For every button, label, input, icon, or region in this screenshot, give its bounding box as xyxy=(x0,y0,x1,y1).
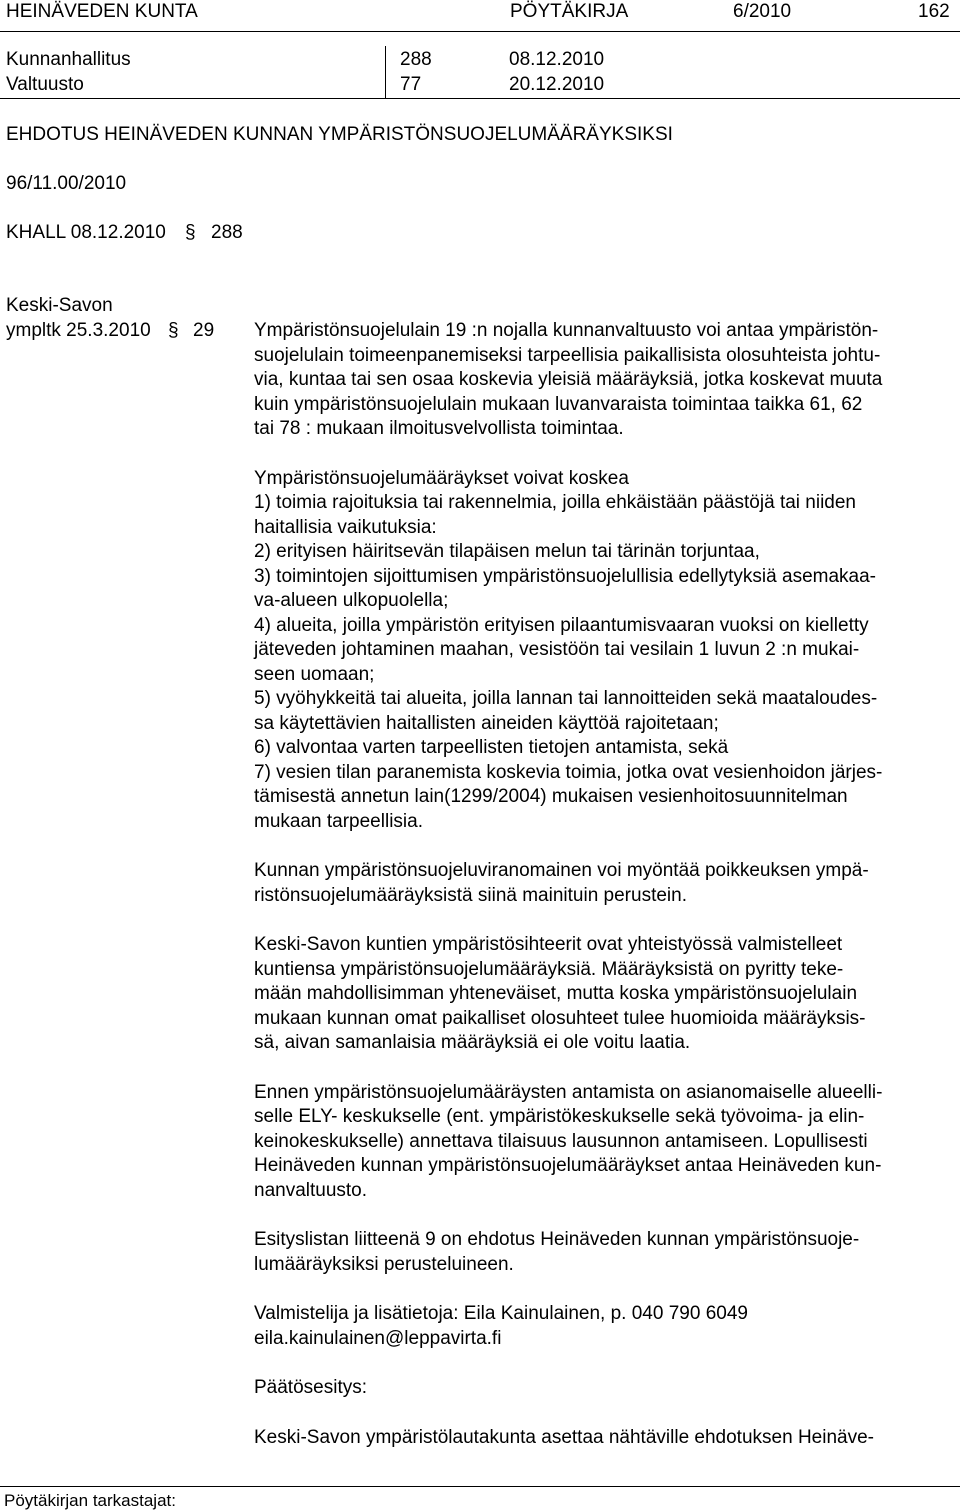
paragraph xyxy=(254,319,956,442)
footer-label: Pöytäkirjan tarkastajat: xyxy=(4,1491,176,1510)
text-line: Ympäristönsuojelulain 19 :n nojalla kunnanvaltuusto voi antaa ympäristön- xyxy=(254,320,879,341)
text-line: keinokeskukselle) annettava tilaisuus lausunnon antamiseen. Lopullisesti xyxy=(254,1130,868,1152)
text-line: va-alueen ulkopuolella; xyxy=(254,590,449,611)
text-line: mukaan kunnan omat paikalliset olosuhteet tulee huomioida määräyksis- xyxy=(254,1007,866,1029)
meeting-section: 288 xyxy=(400,49,432,70)
section-marker xyxy=(385,46,386,98)
khall-section: 288 xyxy=(211,222,243,243)
text-line: kuntiensa ympäristönsuojelumääräyksiä. Määräyksistä on pyritty teke- xyxy=(254,958,844,980)
left-reference-line2: ympltk 25.3.2010 xyxy=(6,320,151,341)
text-line: Kunnan ympäristönsuojeluviranomainen voi myöntää poikkeuksen ympä- xyxy=(254,860,869,881)
paragraph xyxy=(254,467,956,835)
text-line: 2) erityisen häiritsevän tilapäisen melun tai tärinän torjuntaa, xyxy=(254,541,760,562)
text-line: selle ELY- keskukselle (ent. ympäristökeskukselle sekä työvoima- ja elin- xyxy=(254,1106,865,1127)
meeting-date: 20.12.2010 xyxy=(509,74,605,95)
text-line: mään mahdollisimman yhteneväiset, mutta koska ympäristönsuojelulain xyxy=(254,983,858,1004)
body-text xyxy=(254,319,956,1450)
text-line: lumääräyksiksi perusteluineen. xyxy=(254,1253,514,1275)
paragraph xyxy=(254,933,956,1056)
paragraph xyxy=(254,1426,956,1451)
text-line: tai 78 : mukaan ilmoitusvelvollista toimintaa. xyxy=(254,418,624,439)
text-line: Ennen ympäristönsuojelumääräysten antamista on asianomaiselle alueelli- xyxy=(254,1081,883,1103)
section-sign-icon: § xyxy=(168,320,179,341)
left-reference-line1: Keski-Savon xyxy=(6,295,113,316)
text-line: haitallisia vaikutuksia: xyxy=(254,516,437,538)
organization-name: HEINÄVEDEN KUNTA xyxy=(6,1,198,22)
text-line: sa käytettävien haitallisten aineiden käyttöä rajoitetaan; xyxy=(254,712,719,734)
text-line: 5) vyöhykkeitä tai alueita, joilla lannan tai lannoitteiden sekä maataloudes- xyxy=(254,688,878,709)
text-line: suojelulain toimeenpanemiseksi tarpeellisia paikallisista olosuhteista johtu- xyxy=(254,344,881,366)
text-line: seen uomaan; xyxy=(254,663,375,685)
left-reference-section: 29 xyxy=(193,320,215,341)
document-number: 6/2010 xyxy=(733,1,792,22)
page-number: 162 xyxy=(918,1,950,22)
section-sign-icon: § xyxy=(185,222,196,243)
text-line: Keski-Savon kuntien ympäristösihteerit ovat yhteistyössä valmistelleet xyxy=(254,934,843,955)
text-line: Esityslistan liitteenä 9 on ehdotus Heinäveden kunnan ympäristönsuoje- xyxy=(254,1229,860,1250)
khall-reference: KHALL 08.12.2010 xyxy=(6,222,166,243)
text-line: Valmistelija ja lisätietoja: Eila Kainulainen, p. 040 790 6049 xyxy=(254,1303,748,1324)
text-line: 3) toimintojen sijoittumisen ympäristönsuojelullisia edellytyksiä asemakaa- xyxy=(254,565,876,587)
paragraph xyxy=(254,1302,956,1351)
text-line: eila.kainulainen@leppavirta.fi xyxy=(254,1327,502,1349)
text-line: Heinäveden kunnan ympäristönsuojelumääräykset antaa Heinäveden kun- xyxy=(254,1155,882,1176)
text-line: ristönsuojelumääräyksistä siinä mainituin perustein. xyxy=(254,884,687,906)
text-line: mukaan tarpeellisia. xyxy=(254,810,423,832)
text-line: sä, aivan samanlaisia määräyksiä ei ole voitu laatia. xyxy=(254,1032,691,1053)
text-line: tämisestä annetun lain(1299/2004) mukaisen vesienhoitosuunnitelman xyxy=(254,786,848,807)
document-type: PÖYTÄKIRJA xyxy=(510,1,629,22)
paragraph xyxy=(254,859,956,908)
text-line: 1) toimia rajoituksia tai rakennelmia, joilla ehkäistään päästöjä tai niiden xyxy=(254,492,856,513)
meeting-section: 77 xyxy=(400,74,422,95)
paragraph xyxy=(254,1081,956,1204)
text-line: via, kuntaa tai sen osaa koskevia yleisiä määräyksiä, jotka koskevat muuta xyxy=(254,369,883,390)
text-line: kuin ympäristönsuojelulain mukaan luvanvaraista toimintaa taikka 61, 62 xyxy=(254,393,863,415)
text-line: 6) valvontaa varten tarpeellisten tietojen antamista, sekä xyxy=(254,737,729,758)
meetings-rule xyxy=(0,98,960,99)
text-line: jäteveden johtaminen maahan, vesistöön tai vesilain 1 luvun 2 :n mukai- xyxy=(254,639,860,660)
text-line: Keski-Savon ympäristölautakunta asettaa nähtäville ehdotuksen Heinäve- xyxy=(254,1426,874,1448)
meeting-date: 08.12.2010 xyxy=(509,49,605,70)
paragraph xyxy=(254,1376,956,1401)
decision-proposal-label: Päätösesitys: xyxy=(254,1377,367,1398)
header-rule xyxy=(0,31,960,32)
text-line: nanvaltuusto. xyxy=(254,1179,368,1201)
paragraph xyxy=(254,1228,956,1277)
footer-rule xyxy=(0,1486,960,1487)
agenda-title: EHDOTUS HEINÄVEDEN KUNNAN YMPÄRISTÖNSUOJELUMÄÄRÄYKSIKSI xyxy=(6,124,673,145)
text-line: 7) vesien tilan paranemista koskevia toimia, jotka ovat vesienhoidon järjes- xyxy=(254,761,883,783)
record-number: 96/11.00/2010 xyxy=(6,173,127,194)
text-line: 4) alueita, joilla ympäristön erityisen pilaantumisvaaran vuoksi on kielletty xyxy=(254,614,869,636)
text-line: Ympäristönsuojelumääräykset voivat koskea xyxy=(254,467,629,489)
meeting-body: Valtuusto xyxy=(6,74,84,95)
meeting-body: Kunnanhallitus xyxy=(6,49,131,70)
